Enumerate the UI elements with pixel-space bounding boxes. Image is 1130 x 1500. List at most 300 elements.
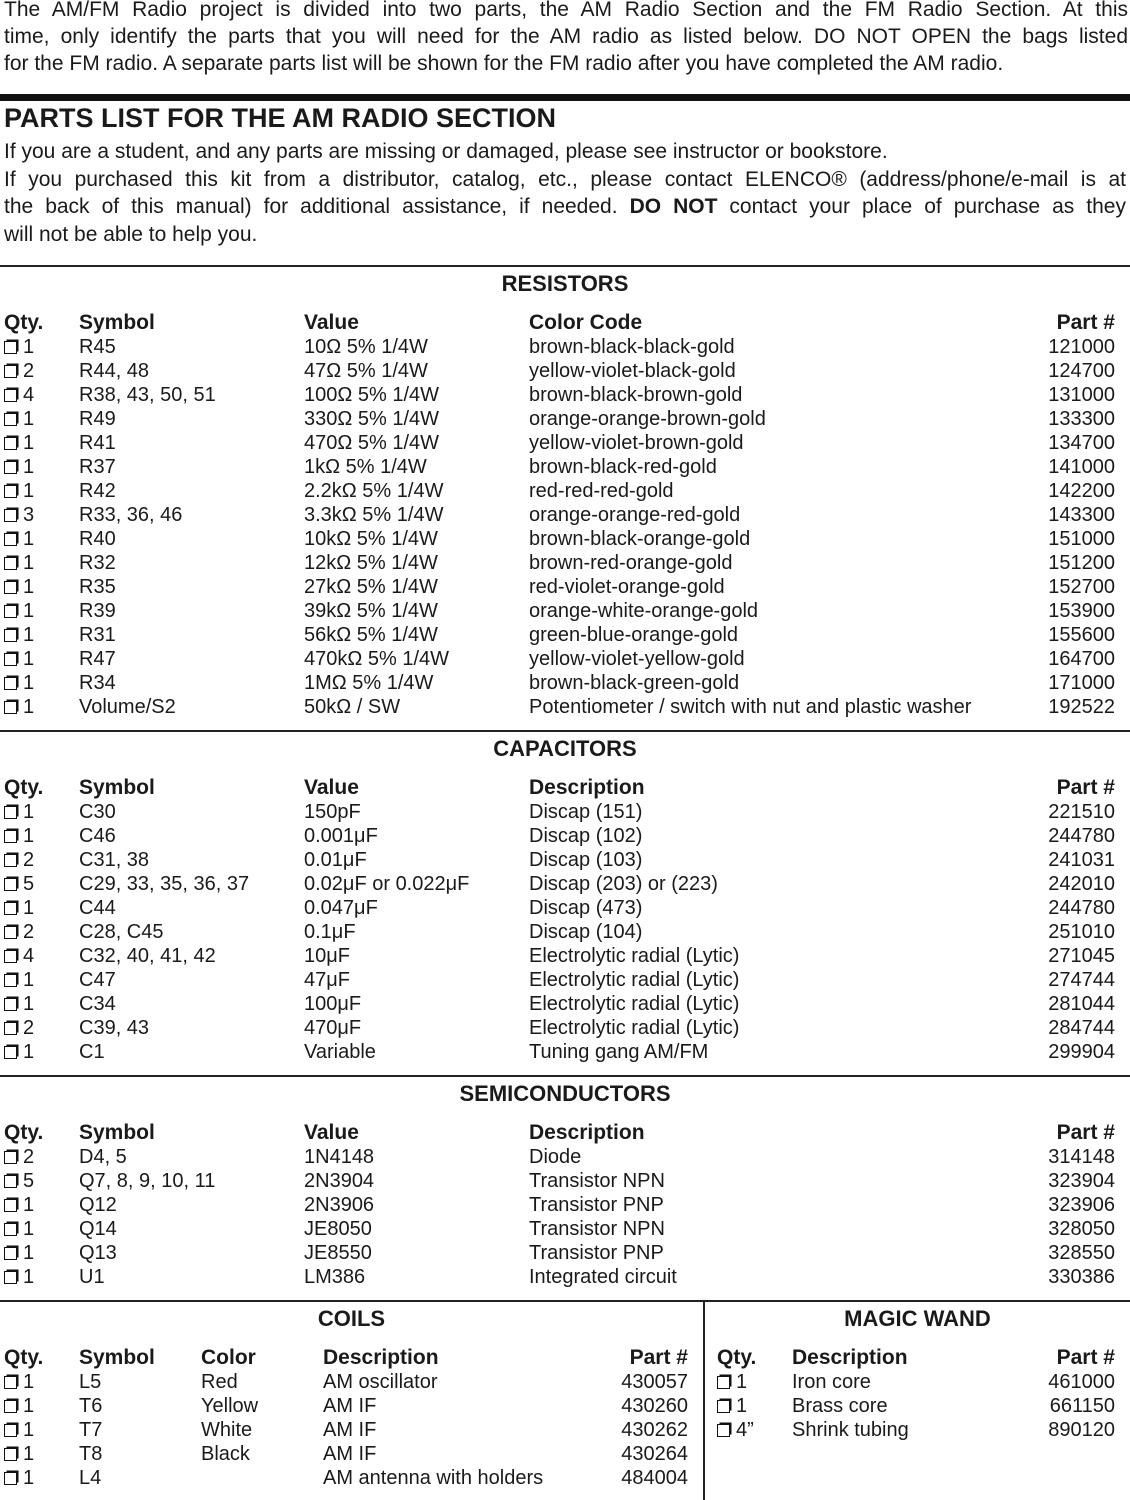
- cell: 430260: [621, 1395, 688, 1417]
- column-header: Value: [304, 1121, 359, 1144]
- cell: 484004: [621, 1467, 688, 1489]
- checkbox-icon[interactable]: [4, 1376, 17, 1389]
- qty-value: 1: [23, 432, 35, 454]
- notes-paragraph: [4, 138, 1126, 248]
- cell: [4, 1265, 34, 1289]
- qty-value: 1: [23, 1266, 35, 1288]
- column-header: Qty.: [717, 1346, 757, 1369]
- column-header: Qty.: [4, 776, 44, 799]
- table-row: [0, 503, 1130, 527]
- table-row: [705, 1418, 1130, 1442]
- qty-value: 1: [23, 624, 35, 646]
- cell: Tuning gang AM/FM: [529, 1041, 709, 1063]
- cell: brown-black-black-gold: [529, 336, 735, 358]
- cell: Integrated circuit: [529, 1266, 677, 1288]
- table-row: [0, 1394, 703, 1418]
- checkbox-icon[interactable]: [4, 485, 17, 498]
- page-title: PARTS LIST FOR THE AM RADIO SECTION: [4, 103, 556, 133]
- cell: [4, 1241, 34, 1265]
- checkbox-icon[interactable]: [4, 1199, 17, 1212]
- cell: [4, 695, 34, 719]
- column-header: Qty.: [4, 1346, 44, 1369]
- section-title: SEMICONDUCTORS: [459, 1081, 671, 1106]
- cell: C28, C45: [79, 921, 164, 943]
- cell: [4, 407, 34, 431]
- qty-value: 1: [736, 1371, 748, 1393]
- cell: 141000: [1048, 456, 1115, 478]
- cell: 323906: [1048, 1194, 1115, 1216]
- qty-value: 1: [23, 1443, 35, 1465]
- column-header: Description: [529, 776, 645, 799]
- note-text: the back of this manual) for additional assistance, if needed.: [4, 195, 630, 218]
- checkbox-icon[interactable]: [4, 998, 17, 1011]
- cell: 56kΩ 5% 1/4W: [304, 624, 438, 646]
- table-row: [0, 1169, 1130, 1193]
- table-row: [0, 920, 1130, 944]
- cell: orange-orange-red-gold: [529, 504, 741, 526]
- checkbox-icon[interactable]: [4, 950, 17, 963]
- cell: [4, 359, 34, 383]
- table-row: [0, 1217, 1130, 1241]
- cell: C32, 40, 41, 42: [79, 945, 216, 967]
- qty-value: 1: [23, 336, 35, 358]
- cell: R31: [79, 624, 116, 646]
- checkbox-icon[interactable]: [4, 413, 17, 426]
- qty-value: 1: [23, 897, 35, 919]
- cell: 12kΩ 5% 1/4W: [304, 552, 438, 574]
- cell: 1N4148: [304, 1146, 375, 1168]
- qty-value: 2: [23, 921, 35, 943]
- cell: AM IF: [323, 1443, 377, 1465]
- cell: [4, 431, 34, 455]
- cell: Iron core: [792, 1371, 871, 1393]
- qty-value: 1: [23, 801, 35, 823]
- note-line: If you purchased this kit from a distributor, catalog, etc., please contact ELENCO® (address/phone/e-mail is at: [4, 167, 1126, 191]
- cell: [4, 1370, 34, 1394]
- checkbox-icon[interactable]: [4, 806, 17, 819]
- cell: orange-white-orange-gold: [529, 600, 759, 622]
- cell: Yellow: [201, 1395, 259, 1417]
- checkbox-icon[interactable]: [4, 557, 17, 570]
- table-row: [0, 1193, 1130, 1217]
- table-row: [0, 575, 1130, 599]
- cell: 2.2kΩ 5% 1/4W: [304, 480, 444, 502]
- table-row: [0, 1040, 1130, 1064]
- cell: Shrink tubing: [792, 1419, 909, 1441]
- cell: brown-black-green-gold: [529, 672, 740, 694]
- cell: green-blue-orange-gold: [529, 624, 739, 646]
- column-header: Part #: [1056, 311, 1115, 334]
- section-title: MAGIC WAND: [844, 1306, 991, 1331]
- checkbox-icon[interactable]: [4, 1046, 17, 1059]
- table-row: [0, 383, 1130, 407]
- cell: Electrolytic radial (Lytic): [529, 945, 740, 967]
- cell: JE8050: [304, 1218, 372, 1240]
- cell: [4, 671, 34, 695]
- cell: Transistor PNP: [529, 1242, 664, 1264]
- cell: 284744: [1048, 1017, 1115, 1039]
- qty-value: 1: [23, 1242, 35, 1264]
- checkbox-icon[interactable]: [4, 677, 17, 690]
- divider-thick: [0, 94, 1130, 101]
- cell: 10μF: [304, 945, 350, 967]
- cell: L4: [79, 1467, 102, 1489]
- cell: 242010: [1048, 873, 1115, 895]
- cell: [4, 455, 34, 479]
- cell: R40: [79, 528, 116, 550]
- checkbox-icon[interactable]: [717, 1376, 730, 1389]
- checkbox-icon[interactable]: [4, 926, 17, 939]
- table-header: [0, 776, 1130, 800]
- table-row: [0, 1241, 1130, 1265]
- intro-line: time, only identify the parts that you will need for the AM radio as listed below. DO NOT OPEN the bags listed: [4, 25, 1128, 48]
- column-header: Symbol: [79, 311, 155, 334]
- qty-value: 2: [23, 1017, 35, 1039]
- cell: 470Ω 5% 1/4W: [304, 432, 440, 454]
- column-header: Qty.: [4, 1121, 44, 1144]
- cell: Electrolytic radial (Lytic): [529, 993, 740, 1015]
- cell: [4, 527, 34, 551]
- cell: 153900: [1048, 600, 1115, 622]
- cell: 330Ω 5% 1/4W: [304, 408, 440, 430]
- column-header: Qty.: [4, 311, 44, 334]
- cell: Discap (473): [529, 897, 643, 919]
- cell: 470μF: [304, 1017, 362, 1039]
- qty-value: 1: [23, 969, 35, 991]
- table-row: [705, 1370, 1130, 1394]
- cell: C46: [79, 825, 116, 847]
- table-row: [0, 647, 1130, 671]
- table-row: [0, 1370, 703, 1394]
- cell: 890120: [1048, 1419, 1115, 1441]
- checkbox-icon[interactable]: [4, 974, 17, 987]
- cell: 0.01μF: [304, 849, 367, 871]
- table-row: [0, 824, 1130, 848]
- cell: [4, 848, 34, 872]
- cell: Variable: [304, 1041, 376, 1063]
- cell: 1kΩ 5% 1/4W: [304, 456, 427, 478]
- table-row: [705, 1394, 1130, 1418]
- cell: D4, 5: [79, 1146, 127, 1168]
- cell: brown-red-orange-gold: [529, 552, 733, 574]
- checkbox-icon[interactable]: [4, 878, 17, 891]
- checkbox-icon[interactable]: [4, 629, 17, 642]
- table-row: [0, 527, 1130, 551]
- checkbox-icon[interactable]: [4, 830, 17, 843]
- qty-value: 1: [23, 576, 35, 598]
- checkbox-icon[interactable]: [4, 1247, 17, 1260]
- table-row: [0, 551, 1130, 575]
- checkbox-icon[interactable]: [717, 1424, 730, 1437]
- cell: 155600: [1048, 624, 1115, 646]
- cell: yellow-violet-yellow-gold: [529, 648, 745, 670]
- qty-value: 1: [23, 648, 35, 670]
- qty-value: 1: [23, 672, 35, 694]
- table-row: [0, 455, 1130, 479]
- table-row: [0, 992, 1130, 1016]
- checkbox-icon[interactable]: [4, 581, 17, 594]
- checkbox-icon[interactable]: [4, 1472, 17, 1485]
- cell: White: [201, 1419, 253, 1441]
- cell: [4, 551, 34, 575]
- magic-wand-section: [705, 1300, 1130, 1500]
- table-row: [0, 896, 1130, 920]
- section-title: CAPACITORS: [493, 736, 637, 761]
- table-row: [0, 431, 1130, 455]
- cell: AM IF: [323, 1419, 377, 1441]
- cell: 0.1μF: [304, 921, 356, 943]
- table-row: [0, 335, 1130, 359]
- qty-value: 1: [23, 993, 35, 1015]
- cell: R32: [79, 552, 116, 574]
- cell: [4, 1040, 34, 1064]
- checkbox-icon[interactable]: [4, 389, 17, 402]
- table-row: [0, 1145, 1130, 1169]
- cell: 100Ω 5% 1/4W: [304, 384, 440, 406]
- cell: 470kΩ 5% 1/4W: [304, 648, 450, 670]
- cell: 461000: [1048, 1371, 1115, 1393]
- qty-value: 5: [23, 1170, 35, 1192]
- cell: 221510: [1048, 801, 1115, 823]
- cell: 131000: [1048, 384, 1115, 406]
- cell: 0.001μF: [304, 825, 378, 847]
- cell: [717, 1394, 747, 1418]
- cell: 10Ω 5% 1/4W: [304, 336, 428, 358]
- cell: 328050: [1048, 1218, 1115, 1240]
- cell: [4, 800, 34, 824]
- cell: 2N3904: [304, 1170, 375, 1192]
- cell: AM IF: [323, 1395, 377, 1417]
- section-title: RESISTORS: [501, 271, 629, 296]
- cell: 323904: [1048, 1170, 1115, 1192]
- column-header: Symbol: [79, 1346, 155, 1369]
- cell: red-violet-orange-gold: [529, 576, 725, 598]
- cell: R39: [79, 600, 116, 622]
- checkbox-icon[interactable]: [4, 902, 17, 915]
- cell: 274744: [1048, 969, 1115, 991]
- cell: 241031: [1048, 849, 1115, 871]
- qty-value: 1: [23, 480, 35, 502]
- cell: L5: [79, 1371, 102, 1393]
- cell: Discap (151): [529, 801, 643, 823]
- checkbox-icon[interactable]: [4, 365, 17, 378]
- cell: 251010: [1048, 921, 1115, 943]
- cell: [4, 1193, 34, 1217]
- cell: Transistor NPN: [529, 1218, 665, 1240]
- table-row: [0, 599, 1130, 623]
- cell: [4, 1418, 34, 1442]
- cell: 133300: [1048, 408, 1115, 430]
- cell: [4, 647, 34, 671]
- cell: [4, 383, 34, 407]
- cell: [4, 1169, 34, 1193]
- cell: AM oscillator: [323, 1371, 438, 1393]
- qty-value: 1: [23, 1218, 35, 1240]
- cell: R49: [79, 408, 116, 430]
- checkbox-icon[interactable]: [4, 1151, 17, 1164]
- cell: 47Ω 5% 1/4W: [304, 360, 428, 382]
- cell: AM antenna with holders: [323, 1467, 544, 1489]
- coils-section: [0, 1300, 705, 1500]
- qty-value: 1: [23, 1467, 35, 1489]
- qty-value: 1: [23, 1041, 35, 1063]
- table-row: [0, 1442, 703, 1466]
- checkbox-icon[interactable]: [4, 854, 17, 867]
- cell: [4, 872, 34, 896]
- cell: [4, 968, 34, 992]
- cell: brown-black-brown-gold: [529, 384, 743, 406]
- cell: Black: [201, 1443, 250, 1465]
- checkbox-icon[interactable]: [717, 1400, 730, 1413]
- note-line: will not be able to help you.: [4, 222, 258, 246]
- qty-value: 1: [23, 408, 35, 430]
- cell: 244780: [1048, 825, 1115, 847]
- qty-value: 2: [23, 849, 35, 871]
- cell: 2N3906: [304, 1194, 375, 1216]
- checkbox-icon[interactable]: [4, 1271, 17, 1284]
- cell: [4, 335, 34, 359]
- cell: 47μF: [304, 969, 350, 991]
- checkbox-icon[interactable]: [4, 1175, 17, 1188]
- cell: C1: [79, 1041, 105, 1063]
- cell: JE8550: [304, 1242, 372, 1264]
- table-row: [0, 800, 1130, 824]
- table-row: [0, 1016, 1130, 1040]
- checkbox-icon[interactable]: [4, 437, 17, 450]
- cell: R47: [79, 648, 116, 670]
- cell: R45: [79, 336, 116, 358]
- table-row: [0, 968, 1130, 992]
- parts-section-capacitors: [0, 730, 1130, 1064]
- qty-value: 3: [23, 504, 35, 526]
- cell: Volume/S2: [79, 696, 176, 718]
- qty-value: 2: [23, 1146, 35, 1168]
- cell: C44: [79, 897, 116, 919]
- table-row: [0, 1265, 1130, 1289]
- qty-value: 4: [23, 945, 35, 967]
- cell: 271045: [1048, 945, 1115, 967]
- cell: 142200: [1048, 480, 1115, 502]
- qty-value: 2: [23, 360, 35, 382]
- table-row: [0, 359, 1130, 383]
- cell: 151200: [1048, 552, 1115, 574]
- qty-value: 4: [23, 384, 35, 406]
- table-row: [0, 944, 1130, 968]
- cell: [4, 920, 34, 944]
- checkbox-icon[interactable]: [4, 341, 17, 354]
- cell: [4, 1016, 34, 1040]
- checkbox-icon[interactable]: [4, 461, 17, 474]
- cell: [4, 1442, 34, 1466]
- cell: 100μF: [304, 993, 362, 1015]
- cell: 430264: [621, 1443, 688, 1465]
- column-header: Part #: [1056, 1121, 1115, 1144]
- checkbox-icon[interactable]: [4, 653, 17, 666]
- cell: R35: [79, 576, 116, 598]
- cell: 244780: [1048, 897, 1115, 919]
- column-header: Symbol: [79, 776, 155, 799]
- table-header: [0, 1121, 1130, 1145]
- table-row: [0, 1466, 703, 1490]
- cell: Electrolytic radial (Lytic): [529, 969, 740, 991]
- checkbox-icon[interactable]: [4, 701, 17, 714]
- qty-value: 1: [23, 456, 35, 478]
- checkbox-icon[interactable]: [4, 1400, 17, 1413]
- cell: 27kΩ 5% 1/4W: [304, 576, 438, 598]
- cell: Q13: [79, 1242, 117, 1264]
- checkbox-icon[interactable]: [4, 1022, 17, 1035]
- checkbox-icon[interactable]: [4, 1223, 17, 1236]
- table-header: [0, 311, 1130, 335]
- cell: [4, 503, 34, 527]
- checkbox-icon[interactable]: [4, 1424, 17, 1437]
- column-header: Part #: [1056, 776, 1115, 799]
- cell: C39, 43: [79, 1017, 150, 1039]
- cell: 430057: [621, 1371, 688, 1393]
- cell: R44, 48: [79, 360, 150, 382]
- cell: C47: [79, 969, 116, 991]
- note-line: If you are a student, and any parts are missing or damaged, please see instructor or bookstore.: [4, 140, 888, 163]
- cell: Q14: [79, 1218, 117, 1240]
- cell: 164700: [1048, 648, 1115, 670]
- cell: LM386: [304, 1266, 366, 1288]
- cell: 192522: [1048, 696, 1115, 718]
- section-title: COILS: [317, 1306, 386, 1331]
- cell: [4, 479, 34, 503]
- cell: [4, 1217, 34, 1241]
- cell: Diode: [529, 1146, 582, 1168]
- cell: 50kΩ / SW: [304, 696, 401, 718]
- cell: C30: [79, 801, 116, 823]
- checkbox-icon[interactable]: [4, 1448, 17, 1461]
- cell: [717, 1418, 754, 1442]
- intro-line: The AM/FM Radio project is divided into two parts, the AM Radio Section and the FM Radio Section. At this: [4, 0, 1128, 21]
- cell: 0.02μF or 0.022μF: [304, 873, 470, 895]
- note-line: [4, 193, 1126, 221]
- table-row: [0, 407, 1130, 431]
- table-header: [705, 1346, 1130, 1370]
- table-row: [0, 671, 1130, 695]
- cell: 10kΩ 5% 1/4W: [304, 528, 438, 550]
- cell: 150pF: [304, 801, 361, 823]
- table-row: [0, 848, 1130, 872]
- intro-line: for the FM radio. A separate parts list will be shown for the FM radio after you have completed the AM radio.: [4, 52, 1004, 75]
- cell: Discap (103): [529, 849, 643, 871]
- checkbox-icon[interactable]: [4, 605, 17, 618]
- cell: T6: [79, 1395, 103, 1417]
- cell: 430262: [621, 1419, 688, 1441]
- cell: Discap (203) or (223): [529, 873, 718, 895]
- cell: 171000: [1048, 672, 1115, 694]
- cell: [4, 599, 34, 623]
- cell: Transistor PNP: [529, 1194, 664, 1216]
- checkbox-icon[interactable]: [4, 509, 17, 522]
- cell: [4, 824, 34, 848]
- cell: 124700: [1048, 360, 1115, 382]
- cell: [4, 1466, 34, 1490]
- checkbox-icon[interactable]: [4, 533, 17, 546]
- cell: 121000: [1048, 336, 1115, 358]
- cell: 3.3kΩ 5% 1/4W: [304, 504, 444, 526]
- cell: [4, 896, 34, 920]
- cell: 39kΩ 5% 1/4W: [304, 600, 438, 622]
- cell: Discap (104): [529, 921, 643, 943]
- cell: C34: [79, 993, 116, 1015]
- cell: C31, 38: [79, 849, 150, 871]
- cell: 151000: [1048, 528, 1115, 550]
- cell: Transistor NPN: [529, 1170, 665, 1192]
- parts-section-semiconductors: [0, 1075, 1130, 1289]
